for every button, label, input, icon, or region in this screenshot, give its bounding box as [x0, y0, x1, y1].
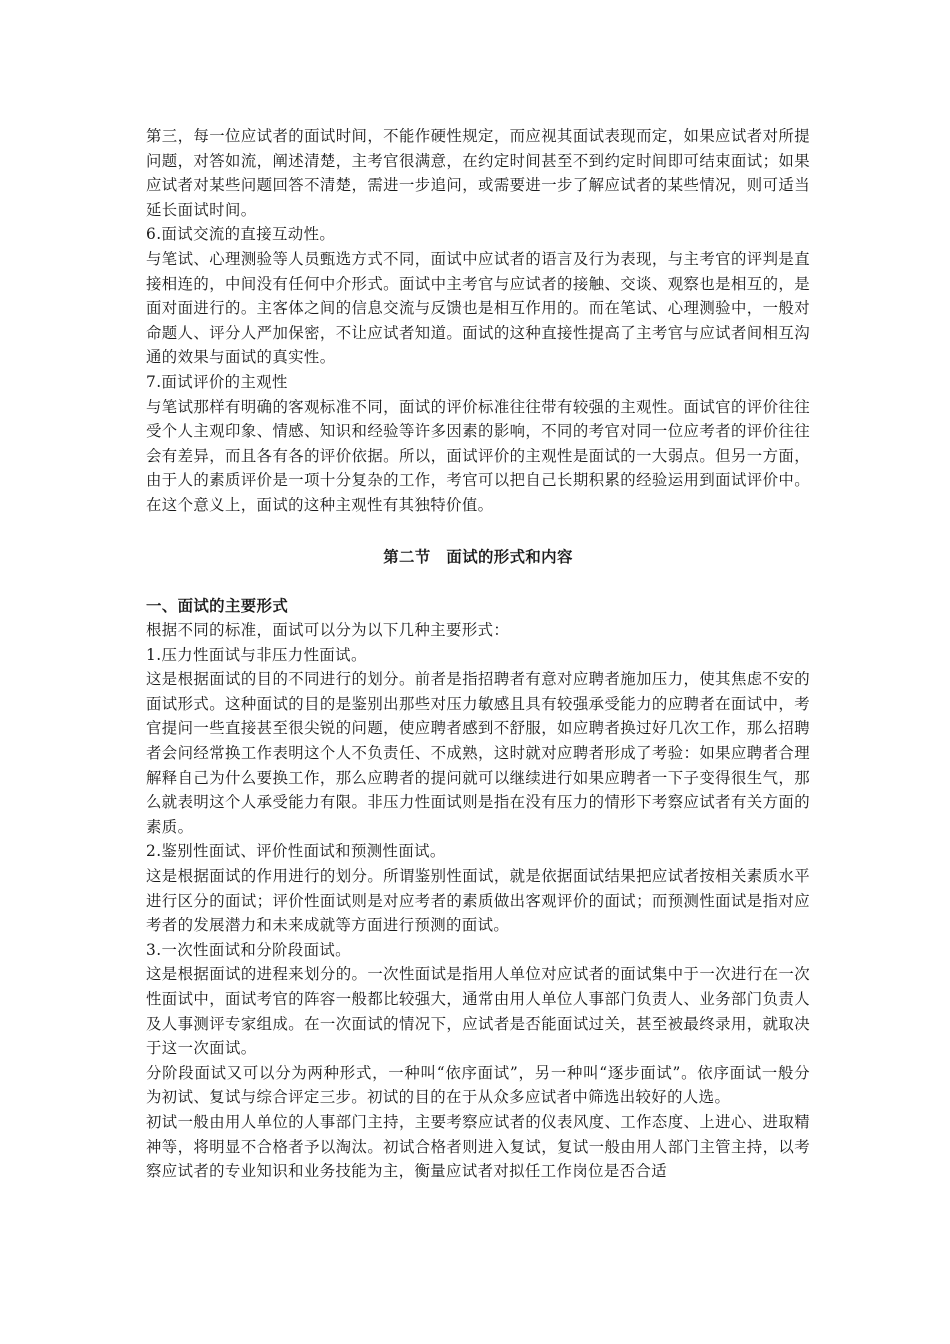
paragraph-initial-interview: 初试一般由用人单位的人事部门主持，主要考察应试者的仪表风度、工作态度、上进心、进取精神等，将明显不合格者予以淘汰。初试合格者则进入复试，复试一般由用人部门主管主持，以考察应试者的专业知识和业务技能为主，衡量应试者对拟任工作岗位是否合适 — [146, 1112, 810, 1181]
spacer — [146, 570, 810, 594]
item-heading-1: 1.压力性面试与非压力性面试。 — [146, 645, 367, 664]
paragraph-intro-forms: 根据不同的标准，面试可以分为以下几种主要形式： — [146, 621, 510, 640]
paragraph-identification-interview: 这是根据面试的作用进行的划分。所谓鉴别性面试，就是依据面试结果把应试者按相关素质水平进行区分的面试；评价性面试则是对应考者的素质做出客观评价的面试；而预测性面试是指对应考者的发展潜力和未来成就等方面进行预测的面试。 — [146, 867, 810, 935]
item-heading-3: 3.一次性面试和分阶段面试。 — [146, 940, 351, 959]
spacer — [146, 518, 810, 544]
paragraph-subjectivity: 与笔试那样有明确的客观标准不同，面试的评价标准往往带有较强的主观性。面试官的评价往往受个人主观印象、情感、知识和经验等许多因素的影响，不同的考官对同一位应考者的评价往往会有差异，而且各有各的评价依据。所以，面试评价的主观性是面试的一大弱点。但另一方面，由于人的素质评价是一项十分复杂的工作，考官可以把自己长期积累的经验运用到面试评价中。在这个意义上，面试的这种主观性有其独特价值。 — [146, 397, 810, 514]
document-page — [146, 124, 810, 1184]
subheading-main-forms: 一、面试的主要形式 — [146, 596, 289, 615]
paragraph-direct-interaction: 与笔试、心理测验等人员甄选方式不同，面试中应试者的语言及行为表现，与主考官的评判是直接相连的，中间没有任何中介形式。面试中主考官与应试者的接触、交谈、观察也是相互的，是面对面进行的。主客体之间的信息交流与反馈也是相互作用的。而在笔试、心理测验中，一般对命题人、评分人严加保密，不让应试者知道。面试的这种直接性提高了主考官与应试者间相互沟通的效果与面试的真实性。 — [146, 249, 810, 367]
paragraph-pressure-interview: 这是根据面试的目的不同进行的划分。前者是指招聘者有意对应聘者施加压力，使其焦虑不安的面试形式。这种面试的目的是鉴别出那些对压力敏感且具有较强承受能力的应聘者在面试中，考官提问一些直接甚至很尖锐的问题，使应聘者感到不舒服，如应聘者换过好几次工作，那么招聘者会问经常换工作表明这个人不负责任、不成熟，这时就对应聘者形成了考验：如果应聘者合理解释自己为什么要换工作，那么应聘者的提问就可以继续进行如果应聘者一下子变得很生气，那么就表明这个人承受能力有限。非压力性面试则是指在没有压力的情形下考察应试者有关方面的素质。 — [146, 670, 810, 836]
section-title: 第二节 面试的形式和内容 — [383, 547, 573, 566]
paragraph-third-point: 第三，每一位应试者的面试时间，不能作硬性规定，而应视其面试表现而定，如果应试者对所提问题，对答如流，阐述清楚，主考官很满意，在约定时间甚至不到约定时间即可结束面试；如果应试者对某些问题回答不清楚，需进一步追问，或需要进一步了解应试者的某些情况，则可适当延长面试时间。 — [146, 127, 810, 219]
item-heading-7: 7.面试评价的主观性 — [146, 372, 288, 391]
item-heading-2: 2.鉴别性面试、评价性面试和预测性面试。 — [146, 842, 446, 861]
paragraph-staged-interview: 分阶段面试又可以分为两种形式，一种叫“依序面试”，另一种叫“逐步面试”。依序面试一般分为初试、复试与综合评定三步。初试的目的在于从众多应试者中筛选出较好的人选。 — [146, 1063, 810, 1107]
item-heading-6: 6.面试交流的直接互动性。 — [146, 225, 336, 244]
paragraph-one-time-interview: 这是根据面试的进程来划分的。一次性面试是指用人单位对应试者的面试集中于一次进行在一次性面试中，面试考官的阵容一般都比较强大，通常由用人单位人事部门负责人、业务部门负责人及人事测评专家组成。在一次面试的情况下，应试者是否能面试过关，甚至被最终录用，就取决于这一次面试。 — [146, 965, 810, 1058]
